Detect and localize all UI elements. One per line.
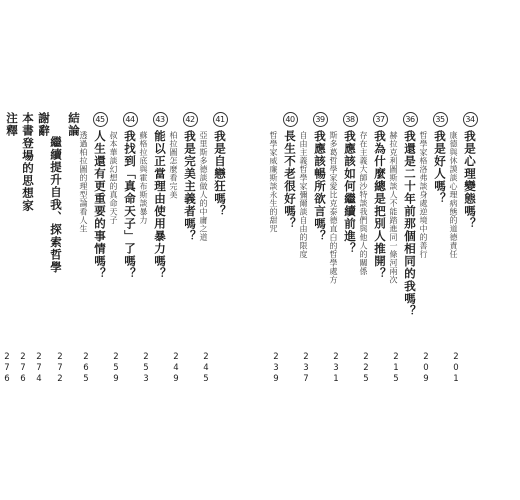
chapter-subtitle: 康德與休謨談心理病態的道德責任 (449, 131, 458, 259)
page-number: 249 (171, 352, 181, 385)
page-number: 231 (331, 352, 341, 385)
toc-entry-45[interactable] (78, 112, 108, 412)
chapter-title: 長生不老很好嗎？ (283, 130, 297, 230)
page-number: 276 (2, 352, 12, 385)
chapter-title: 我應該如何繼續前進？ (343, 130, 357, 255)
chapter-subtitle: 自由主義哲學家彌爾談自由的限度 (299, 131, 308, 259)
chapter-title: 人生還有更重要的事情嗎？ (93, 130, 107, 280)
page-number: 272 (55, 352, 65, 385)
conclusion-label: 結論 (67, 112, 81, 137)
toc-entry-notes[interactable] (4, 112, 20, 412)
toc-entry-36[interactable] (388, 112, 418, 412)
toc-entry-thinkers[interactable] (20, 112, 36, 412)
toc-entry-43[interactable] (138, 112, 168, 412)
toc-entry-37[interactable] (358, 112, 388, 412)
page-number: 209 (421, 352, 431, 385)
toc-entry-42[interactable] (168, 112, 198, 412)
chapter-subtitle: 哲學家威廉斯談永生的甜咒 (269, 131, 278, 233)
toc-entry-41[interactable] (198, 112, 228, 412)
chapter-title: 我是心理變態嗎？ (463, 130, 477, 230)
page-number: 225 (361, 352, 371, 385)
page-number: 245 (201, 352, 211, 385)
chapter-number: 38 (343, 112, 358, 127)
chapter-title: 我是好人嗎？ (433, 130, 447, 205)
chapter-number: 43 (153, 112, 168, 127)
toc-entry-34[interactable] (448, 112, 478, 412)
chapter-number: 41 (213, 112, 228, 127)
notes-label: 注釋 (5, 112, 19, 137)
chapter-title: 我找到「真命天子」了嗎？ (123, 130, 137, 280)
chapter-title: 我是自戀狂嗎？ (213, 130, 227, 218)
chapter-number: 34 (463, 112, 478, 127)
page-number: 265 (81, 352, 91, 385)
toc-entry-44[interactable] (108, 112, 138, 412)
page-number: 259 (111, 352, 121, 385)
chapter-title: 我還是二十年前那個相同的我嗎？ (403, 130, 417, 318)
page-number: 274 (34, 352, 44, 385)
chapter-title: 我應該暢所欲言嗎？ (313, 130, 327, 243)
toc-entry-acknowledgements[interactable] (36, 112, 52, 412)
acknowledgements-label: 謝辭 (37, 112, 51, 137)
chapter-number: 45 (93, 112, 108, 127)
page-number: 215 (391, 352, 401, 385)
toc-entry-35[interactable] (418, 112, 448, 412)
chapter-subtitle: 柏拉圖怎麼看完美 (169, 131, 178, 199)
chapter-title: 能以正當理由使用暴力嗎？ (153, 130, 167, 280)
page-number: 253 (141, 352, 151, 385)
chapter-subtitle: 蘇格拉底與霍布斯談暴力 (139, 131, 148, 225)
toc-entry-40[interactable] (268, 112, 298, 412)
chapter-subtitle: 斯多葛哲學家愛比克泰德直白的哲學處方 (329, 131, 338, 284)
page-number: 276 (18, 352, 28, 385)
toc-entry-39[interactable] (298, 112, 328, 412)
chapter-number: 37 (373, 112, 388, 127)
chapter-number: 39 (313, 112, 328, 127)
page-number: 239 (271, 352, 281, 385)
toc-entry-38[interactable] (328, 112, 358, 412)
page-number: 201 (451, 352, 461, 385)
chapter-subtitle: 亞里斯多德談做人的中庸之道 (199, 131, 208, 242)
chapter-number: 40 (283, 112, 298, 127)
conclusion-title: 繼續提升自我、探索哲學 (49, 136, 63, 274)
chapter-subtitle: 赫拉克利圖斯談人不能踏進同一條河兩次 (389, 131, 398, 284)
chapter-number: 36 (403, 112, 418, 127)
chapter-subtitle: 透過柏拉圖的理型論看人生 (79, 131, 88, 233)
page-number: 237 (301, 352, 311, 385)
chapter-number: 35 (433, 112, 448, 127)
chapter-title: 我為什麼總是把別人推開？ (373, 130, 387, 280)
chapter-number: 42 (183, 112, 198, 127)
chapter-subtitle: 哲學家格洛弗談身處逆境中的善行 (419, 131, 428, 259)
chapter-number: 44 (123, 112, 138, 127)
chapter-subtitle: 存在主義大師沙特談我們與他人的關係 (359, 131, 368, 276)
chapter-subtitle: 叔本華談幻想的真命天子 (109, 131, 118, 225)
thinkers-label: 本書登場的思想家 (21, 112, 35, 212)
toc-entry-conclusion[interactable] (49, 112, 82, 412)
chapter-title: 我是完美主義者嗎？ (183, 130, 197, 243)
